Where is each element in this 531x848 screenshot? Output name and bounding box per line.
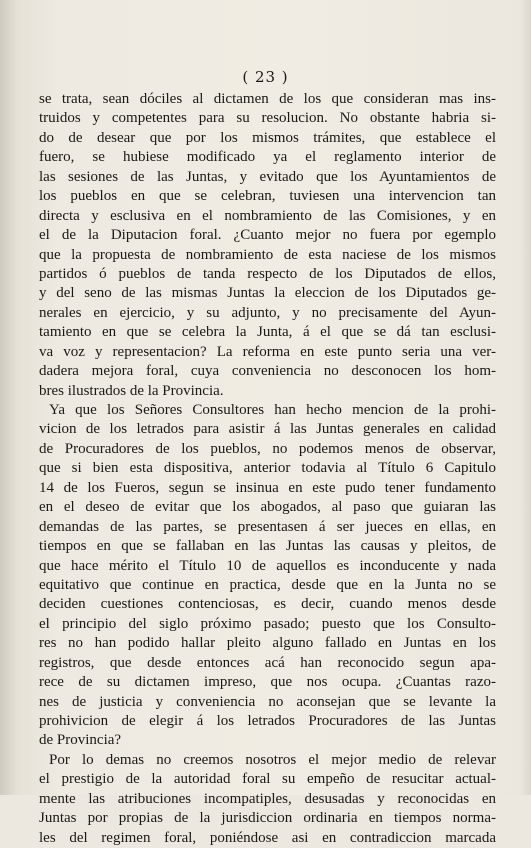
text-line: tiempos en que se fallaban en las Juntas las causas y pleitos, de xyxy=(39,538,496,555)
text-line: 14 de los Fueros, segun se insinua en este pudo tener fundamento xyxy=(39,479,496,496)
paragraph-2 xyxy=(39,401,496,751)
text-line: Por lo demas no creemos nosotros el mejor medio de relevar xyxy=(49,751,496,768)
text-line: va voz y representacion? La reforma en este punto seria una ver- xyxy=(39,343,496,360)
text-line: se trata, sean dóciles al dictamen de los que consideran mas ins- xyxy=(39,91,496,107)
text-line: directa y esclusiva en el nombramiento de las Comisiones, y en xyxy=(39,207,496,224)
text-line: el principio del siglo próximo pasado; puesto que los Consulto- xyxy=(39,615,496,632)
text-line: Juntas por propias de la jurisdiccion ordinaria en tiempos norma- xyxy=(39,810,496,827)
text-line: las sesiones de las Juntas, y evitado que los Ayuntamientos de xyxy=(39,168,496,185)
text-line: deciden cuestiones contenciosas, es decir, cuando menos desde xyxy=(39,596,496,613)
text-line: y del seno de las mismas Juntas la eleccion de los Diputados ge- xyxy=(39,285,496,302)
text-line: dadera mejora foral, cuya conveniencia no desconocen los hom- xyxy=(39,363,496,380)
text-line: que la propuesta de nombramiento de esta naciese de los mismos xyxy=(39,246,496,263)
body-text xyxy=(39,90,496,848)
text-line: vicion de los letrados para asistir á las Juntas generales en calidad xyxy=(39,421,496,438)
text-line: de Procuradores de los pueblos, no podemos menos de observar, xyxy=(39,440,496,457)
text-line: registros, que desde entonces acá han reconocido segun apa- xyxy=(39,654,496,671)
text-line: do de desear que por los mismos trámites, que establece el xyxy=(39,129,496,146)
text-line: prohivicion de elegir á los letrados Procuradores de las Juntas xyxy=(39,713,496,729)
text-line: tamiento en que se celebra la Junta, á el que se dá tan esclusi- xyxy=(39,324,496,341)
text-line: que hace mérito el Título 10 de aquellos es inconducente y nada xyxy=(39,557,496,574)
text-line: los pueblos en que se celebran, tuviesen una intervencion tan xyxy=(39,188,496,205)
text-line: equitativo que continue en practica, desde que en la Junta no se xyxy=(39,576,496,593)
text-line: demandas de las partes, se presentasen á ser jueces en ellas, en xyxy=(39,518,496,535)
text-line: que si bien esta dispositiva, anterior todavia al Título 6 Capitulo xyxy=(39,460,496,477)
text-line: res no han podido hallar pleito alguno fallado en Juntas en los xyxy=(39,635,496,652)
text-line: nes de justicia y conveniencia no aconsejan que se levante la xyxy=(39,693,496,710)
text-line: de Provincia? xyxy=(39,732,122,749)
text-line: les del regimen foral, poniéndose asi en contradiccion marcada xyxy=(39,829,496,846)
paragraph-1 xyxy=(39,90,496,401)
paragraph-3 xyxy=(39,751,496,848)
text-line: el de la Diputacion foral. ¿Cuanto mejor no fuera por egemplo xyxy=(39,227,496,244)
text-line: nerales en ejercicio, y su adjunto, y no precisamente del Ayun- xyxy=(39,304,496,321)
text-line: Ya que los Señores Consultores han hecho mencion de la prohi- xyxy=(49,402,496,418)
text-line: mente las atribuciones incompatiples, desusadas y reconocidas en xyxy=(39,790,496,807)
text-line: partidos ó pueblos de tanda respecto de los Diputados de ellos, xyxy=(39,265,496,282)
text-line: el prestigio de la autoridad foral su empeño de resucitar actual- xyxy=(39,771,496,788)
text-line: truidos y competentes para su resolucion. No obstante habria si- xyxy=(39,110,496,127)
text-line: bres ilustrados de la Provincia. xyxy=(39,382,224,399)
page-number: ( 23 ) xyxy=(242,68,289,86)
text-line: fuero, se hubiese modificado ya el reglamento interior de xyxy=(39,149,496,166)
text-line: en el deseo de evitar que los abogados, al paso que guiaran las xyxy=(39,499,496,516)
text-line: rece de su dictamen impreso, que nos ocupa. ¿Cuantas razo- xyxy=(39,674,496,691)
